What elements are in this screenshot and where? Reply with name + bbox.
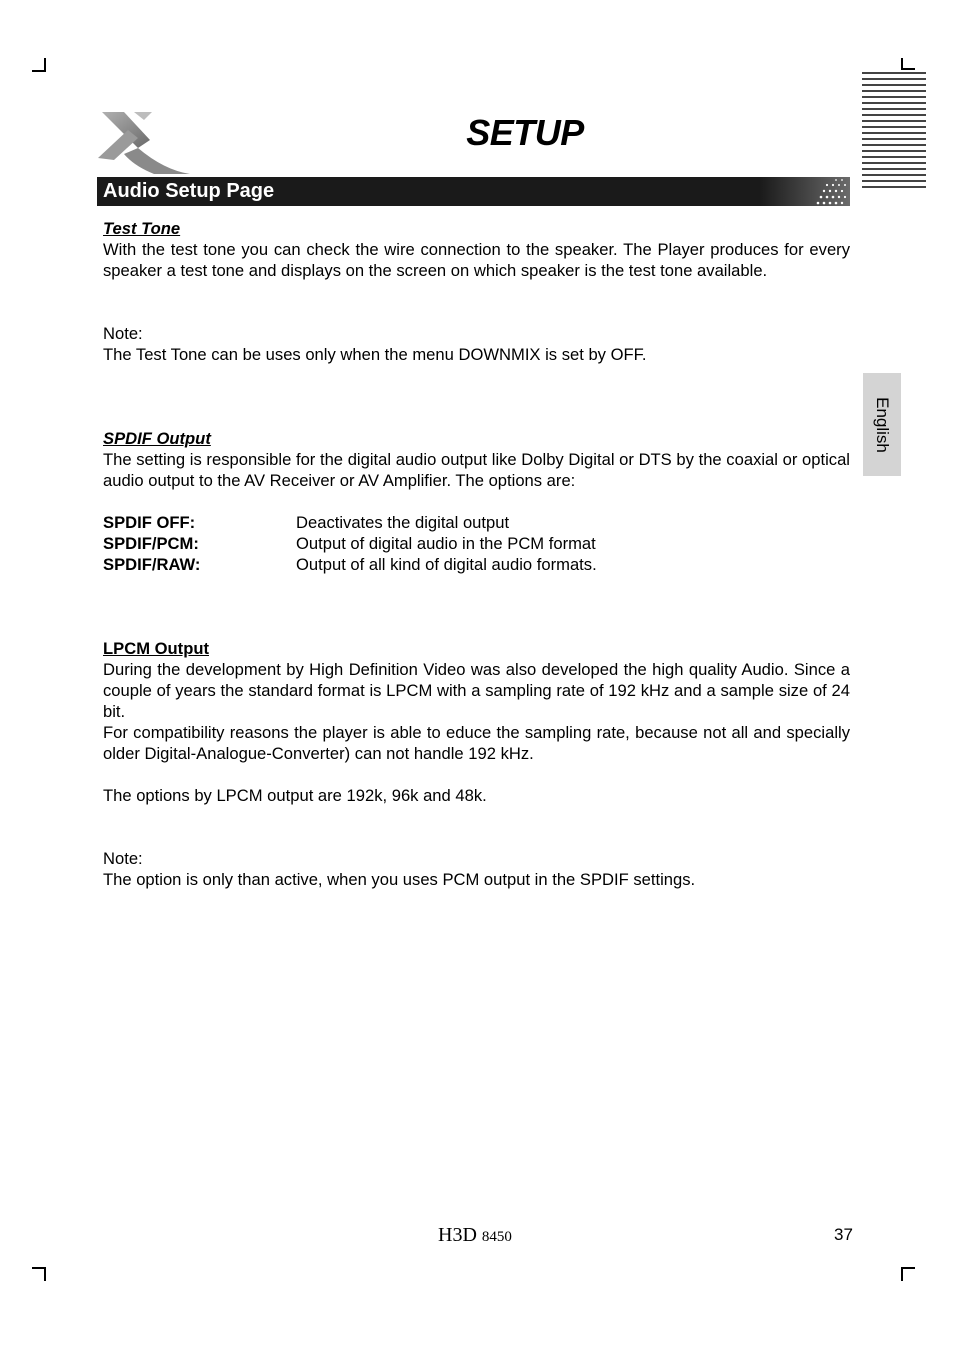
- crop-mark-bottom-right: [901, 1267, 915, 1269]
- lpcm-paragraph-2: For compatibility reasons the player is able to educe the sampling rate, because not all and specially older Digital-Analogue-Converter) can not handle 192 kHz.: [103, 723, 850, 763]
- test-tone-heading: Test Tone: [103, 219, 181, 238]
- spdif-option-row: [103, 554, 850, 575]
- crop-mark-top-right: [901, 68, 915, 70]
- halftone-dots-decoration: [814, 177, 850, 206]
- language-tab-label: English: [873, 396, 892, 453]
- lpcm-paragraph-1: During the development by High Definition Video was also developed the high quality Audio. Since a couple of years the standard format is LPCM with a sampling rate of 192 kHz and a sample size of 24 bit.: [103, 660, 850, 721]
- language-tab: [863, 373, 901, 476]
- spdif-option-key: SPDIF/RAW:: [103, 555, 201, 574]
- spdif-option-row: [103, 512, 850, 533]
- spdif-option-row: [103, 533, 850, 554]
- crop-mark-bottom-right: [901, 1267, 903, 1281]
- test-tone-body: With the test tone you can check the wire connection to the speaker. The Player produces for every speaker a test tone and displays on the screen on which speaker is the test tone available.: [103, 240, 850, 280]
- spdif-heading: SPDIF Output: [103, 429, 211, 448]
- page-title: SETUP: [466, 112, 584, 153]
- model-mid: 3D: [452, 1224, 477, 1246]
- main-content: [103, 218, 850, 890]
- spdif-option-desc: Output of digital audio in the PCM format: [296, 534, 596, 553]
- crop-mark-top-left: [32, 70, 46, 72]
- footer-model-name: [438, 1224, 512, 1247]
- spdif-body: The setting is responsible for the digital audio output like Dolby Digital or DTS by the coaxial or optical audio output to the AV Receiver or AV Amplifier. The options are:: [103, 450, 850, 490]
- spdif-option-desc: Deactivates the digital output: [296, 513, 510, 532]
- section-header-bar: [97, 177, 850, 206]
- spdif-option-key: SPDIF/PCM:: [103, 534, 199, 553]
- lpcm-note-label: Note:: [103, 849, 143, 868]
- crop-mark-bottom-left: [44, 1267, 46, 1281]
- lpcm-note-text: The option is only than active, when you uses PCM output in the SPDIF settings.: [103, 870, 696, 889]
- decorative-stripes: [862, 72, 926, 192]
- spdif-option-desc: Output of all kind of digital audio formats.: [296, 555, 597, 574]
- lpcm-heading: LPCM Output: [103, 639, 209, 658]
- test-tone-note-label: Note:: [103, 324, 143, 343]
- lpcm-paragraph-3: The options by LPCM output are 192k, 96k and 48k.: [103, 786, 487, 805]
- spdif-option-key: SPDIF OFF:: [103, 513, 196, 532]
- section-header-label: Audio Setup Page: [103, 180, 275, 202]
- test-tone-note-text: The Test Tone can be uses only when the menu DOWNMIX is set by OFF.: [103, 345, 647, 364]
- model-prefix: H: [438, 1224, 453, 1246]
- page-number: 37: [834, 1225, 853, 1244]
- model-number: 8450: [481, 1229, 512, 1245]
